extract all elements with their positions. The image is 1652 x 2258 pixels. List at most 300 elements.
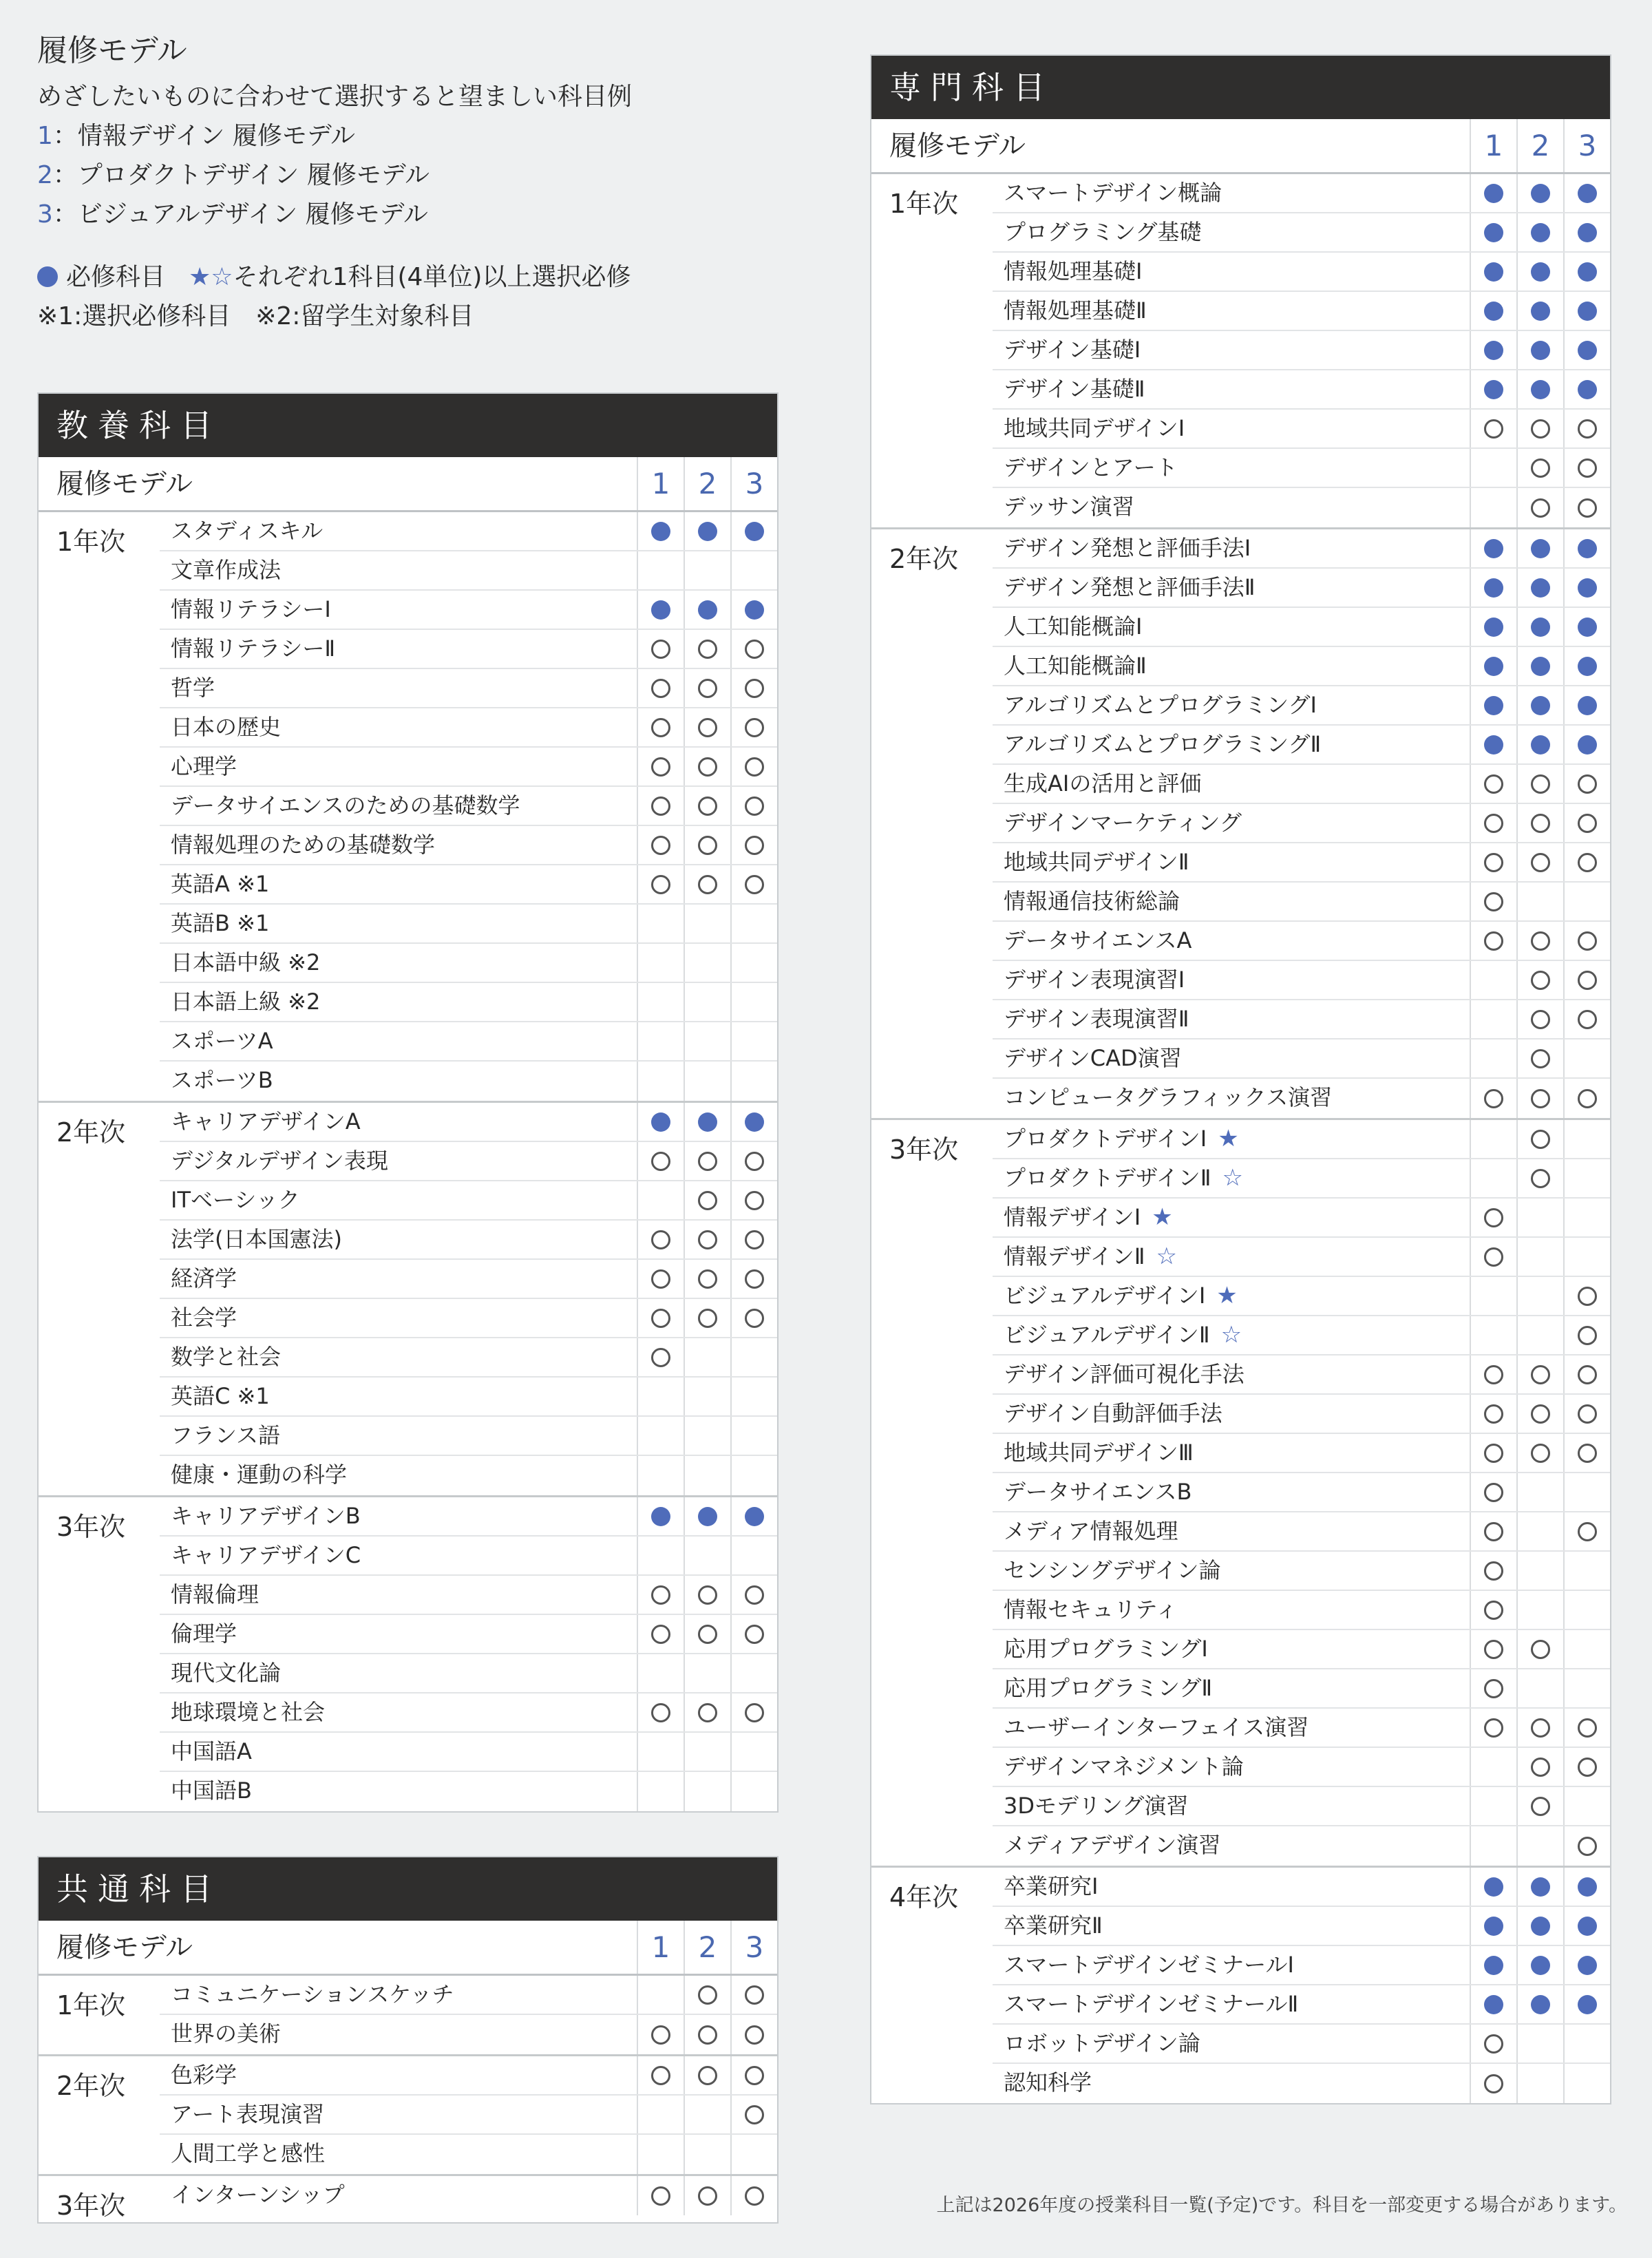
model-1-cell [637, 1142, 684, 1180]
model-2-cell [684, 905, 730, 942]
model-1-cell [1470, 883, 1516, 920]
recommended-circle-icon [698, 1625, 717, 1644]
course-name: キャリアデザインC [171, 1542, 361, 1568]
model-1-cell [1470, 726, 1516, 763]
recommended-circle-icon [1531, 419, 1550, 439]
course-name-cell [993, 1591, 1470, 1629]
course-name-cell [993, 686, 1470, 724]
model-1-cell [637, 630, 684, 668]
recommended-circle-icon [745, 1585, 764, 1605]
recommended-circle-icon [651, 1269, 670, 1289]
model-3-cell [1563, 1630, 1610, 1668]
model-3-cell [730, 669, 777, 707]
course-row [160, 1142, 777, 1181]
year-block [39, 512, 777, 1103]
model-2-cell [1516, 1355, 1563, 1393]
course-name-cell [993, 1238, 1470, 1276]
required-dot-icon [1578, 1995, 1597, 2014]
model-1-cell [1470, 1552, 1516, 1590]
course-name-cell [160, 551, 637, 589]
model-3-cell [730, 1456, 777, 1495]
model-1-cell [1470, 1434, 1516, 1472]
model-1-cell [1470, 488, 1516, 527]
model-3-cell [1563, 1238, 1610, 1276]
model-2-cell [684, 2135, 730, 2174]
model-1-cell [637, 1022, 684, 1060]
course-name-cell [993, 1552, 1470, 1590]
year-block [871, 1868, 1610, 2103]
model-1-cell [1470, 2025, 1516, 2062]
model-2-cell [1516, 1079, 1563, 1118]
course-row [993, 1709, 1610, 1748]
model-2-cell [1516, 410, 1563, 447]
model-3-cell [730, 1976, 777, 2014]
course-name: デザインマネジメント論 [1004, 1753, 1244, 1780]
recommended-circle-icon [745, 1269, 764, 1289]
required-dot-icon [1578, 1877, 1597, 1897]
course-name-cell [993, 1787, 1470, 1825]
course-name-cell [160, 1142, 637, 1180]
course-name: プログラミング基礎 [1004, 219, 1202, 245]
model-3-cell [730, 1497, 777, 1535]
model-1-cell [1470, 1826, 1516, 1866]
recommended-circle-icon [1578, 498, 1597, 518]
model-2-cell [1516, 1748, 1563, 1786]
year-block [871, 1120, 1610, 1868]
course-name: 情報処理基礎Ⅰ [1004, 258, 1143, 284]
recommended-circle-icon [651, 1585, 670, 1605]
model-3-cell [1563, 1159, 1610, 1197]
course-name: デザイン発想と評価手法Ⅱ [1004, 574, 1256, 600]
recommended-circle-icon [1484, 931, 1503, 951]
recommended-circle-icon [1578, 1444, 1597, 1463]
course-row [160, 787, 777, 826]
course-name-cell [993, 1709, 1470, 1747]
model-3-cell [1563, 213, 1610, 251]
model-column-3: 3 [730, 1921, 777, 1974]
model-2-cell [684, 1576, 730, 1614]
course-name: 情報処理のための基礎数学 [171, 832, 436, 858]
required-dot-icon [1484, 223, 1503, 242]
course-row [160, 669, 777, 708]
course-row [160, 2096, 777, 2135]
model-3-cell [730, 983, 777, 1021]
course-row [160, 826, 777, 865]
model-1-cell [1470, 174, 1516, 212]
recommended-circle-icon [745, 1985, 764, 2005]
recommended-circle-icon [651, 2025, 670, 2045]
course-row [993, 804, 1610, 843]
required-dot-icon [1578, 223, 1597, 242]
course-name: 法学(日本国憲法) [171, 1226, 342, 1252]
course-name-cell [993, 410, 1470, 447]
course-name: デザイン自動評価手法 [1004, 1400, 1222, 1426]
recommended-circle-icon [651, 1348, 670, 1367]
course-name-cell [160, 748, 637, 785]
model-1-cell [1470, 1748, 1516, 1786]
course-row [993, 174, 1610, 213]
model-1-cell [1470, 1159, 1516, 1197]
model-3-cell [730, 865, 777, 903]
model-3-cell [1563, 1277, 1610, 1315]
model-3-cell [1563, 883, 1610, 920]
course-row [993, 1355, 1610, 1395]
course-name-cell [160, 2056, 637, 2094]
required-dot-icon [1531, 380, 1550, 399]
model-2-cell [684, 1062, 730, 1101]
course-row [160, 1497, 777, 1537]
course-row [993, 1748, 1610, 1787]
course-row [993, 1434, 1610, 1473]
year-label: 3年次 [56, 2191, 126, 2221]
year-block [39, 1976, 777, 2056]
course-rows [160, 1103, 777, 1495]
recommended-circle-icon [745, 718, 764, 737]
model-2-cell [684, 1615, 730, 1653]
course-row [993, 1826, 1610, 1866]
year-label: 3年次 [56, 1512, 126, 1542]
recommended-circle-icon [1531, 971, 1550, 990]
mark-legend [37, 257, 829, 297]
course-name-cell [160, 1772, 637, 1811]
recommended-circle-icon [1531, 1130, 1550, 1149]
required-dot-icon [1578, 302, 1597, 321]
recommended-circle-icon [1484, 419, 1503, 439]
model-header-row [39, 457, 777, 512]
course-name-cell [160, 708, 637, 746]
model-3-cell [1563, 2025, 1610, 2062]
model-legend-number: 3 [37, 200, 53, 229]
model-2-cell [684, 1976, 730, 2014]
model-column-1: 1 [637, 457, 684, 510]
year-block [39, 1497, 777, 1811]
course-name: キャリアデザインA [171, 1108, 361, 1135]
course-row [160, 1615, 777, 1654]
course-rows [160, 512, 777, 1101]
model-1-cell [1470, 843, 1516, 881]
model-1-cell [1470, 1591, 1516, 1629]
model-3-cell [730, 1576, 777, 1614]
course-name: ビジュアルデザインⅡ [1004, 1322, 1210, 1348]
model-2-cell [684, 1378, 730, 1415]
course-name-cell [160, 2135, 637, 2174]
course-row [160, 1456, 777, 1495]
recommended-circle-icon [1484, 1089, 1503, 1108]
course-name-cell [993, 1120, 1470, 1158]
model-3-cell [1563, 804, 1610, 842]
course-row [993, 765, 1610, 804]
model-3-cell [730, 1733, 777, 1771]
recommended-circle-icon [1578, 971, 1597, 990]
model-3-cell [1563, 1709, 1610, 1747]
course-name: デッサン演習 [1004, 494, 1134, 520]
course-row [993, 883, 1610, 922]
course-name: コミュニケーションスケッチ [171, 1981, 454, 2007]
model-1-cell [1470, 1946, 1516, 1984]
model-1-cell [1470, 1238, 1516, 1276]
model-1-cell [1470, 1985, 1516, 2023]
required-dot-icon [1531, 657, 1550, 676]
model-1-cell [637, 1417, 684, 1455]
model-3-cell [730, 2015, 777, 2054]
model-3-cell [1563, 922, 1610, 960]
recommended-circle-icon [651, 875, 670, 894]
model-2-cell [1516, 765, 1563, 803]
course-name: 英語C ※1 [171, 1383, 270, 1409]
recommended-circle-icon [1578, 1010, 1597, 1029]
model-2-cell [684, 826, 730, 864]
model-1-cell [637, 669, 684, 707]
model-1-cell [1470, 331, 1516, 369]
course-name-cell [993, 647, 1470, 685]
model-3-cell [1563, 1669, 1610, 1707]
model-3-cell [730, 1221, 777, 1258]
model-2-cell [684, 1299, 730, 1337]
course-rows [160, 2176, 777, 2222]
course-name: ユーザーインターフェイス演習 [1004, 1714, 1309, 1740]
recommended-circle-icon [745, 757, 764, 777]
model-2-cell [684, 1022, 730, 1060]
model-1-cell [1470, 1630, 1516, 1668]
header-title: 履修モデル [37, 33, 187, 68]
course-row [993, 608, 1610, 647]
model-2-cell [1516, 529, 1563, 567]
model-1-cell [1470, 1079, 1516, 1118]
course-name: 卒業研究Ⅱ [1004, 1912, 1103, 1939]
recommended-circle-icon [698, 718, 717, 737]
model-2-cell [1516, 1000, 1563, 1038]
course-name: インターンシップ [171, 2182, 345, 2208]
recommended-circle-icon [1578, 1089, 1597, 1108]
year-block [871, 529, 1610, 1120]
course-row [993, 1159, 1610, 1199]
course-row [993, 529, 1610, 569]
required-dot-icon [698, 522, 717, 541]
course-name: 日本語上級 ※2 [171, 989, 321, 1015]
model-1-cell [1470, 804, 1516, 842]
course-name-cell [160, 865, 637, 903]
recommended-circle-icon [1578, 1365, 1597, 1384]
model-1-cell [1470, 1473, 1516, 1511]
course-name: 情報リテラシーⅡ [171, 635, 336, 662]
model-2-cell [684, 1338, 730, 1376]
legend-required-label: 必修科目 [66, 263, 166, 291]
course-name-cell [993, 2025, 1470, 2062]
course-row [993, 922, 1610, 961]
course-name: デザイン評価可視化手法 [1004, 1361, 1245, 1387]
recommended-circle-icon [1484, 1718, 1503, 1738]
model-legend-1 [37, 116, 829, 156]
course-name: 中国語B [171, 1777, 252, 1804]
course-row [160, 1378, 777, 1417]
model-2-cell [684, 1181, 730, 1219]
course-name: 色彩学 [171, 2062, 237, 2088]
model-legend-number: 2 [37, 161, 53, 189]
required-dot-icon [1484, 1877, 1503, 1897]
recommended-circle-icon [1531, 498, 1550, 518]
course-name: 世界の美術 [171, 2020, 282, 2047]
course-name-cell [160, 1693, 637, 1731]
course-name-cell [993, 529, 1470, 567]
recommended-circle-icon [1531, 1049, 1550, 1068]
model-2-cell [684, 787, 730, 825]
required-dot-icon [651, 522, 670, 541]
model-2-cell [684, 1537, 730, 1574]
model-legend-label: ：情報デザイン 履修モデル [52, 122, 356, 150]
model-3-cell [1563, 1079, 1610, 1118]
course-name-cell [160, 669, 637, 707]
model-1-cell [637, 944, 684, 982]
recommended-circle-icon [1531, 931, 1550, 951]
recommended-circle-icon [745, 796, 764, 816]
star-icon: ☆ [1220, 1321, 1242, 1349]
model-1-cell [637, 1299, 684, 1337]
course-name: ビジュアルデザインⅠ [1004, 1283, 1206, 1309]
recommended-circle-icon [1531, 1010, 1550, 1029]
model-3-cell [1563, 1787, 1610, 1825]
model-1-cell [637, 2176, 684, 2215]
model-1-cell [1470, 213, 1516, 251]
star-icon: ☆ [1222, 1164, 1243, 1192]
course-row [993, 1199, 1610, 1238]
star-icon: ☆ [1156, 1243, 1177, 1270]
model-3-cell [1563, 1748, 1610, 1786]
course-name: 3Dモデリング演習 [1004, 1793, 1189, 1819]
model-1-cell [637, 2096, 684, 2133]
model-3-cell [1563, 1552, 1610, 1590]
model-1-cell [637, 1615, 684, 1653]
course-name: デザインマーケティング [1004, 810, 1242, 836]
course-name-cell [160, 1221, 637, 1258]
model-2-cell [684, 1260, 730, 1298]
required-dot-icon [1484, 539, 1503, 558]
model-1-cell [1470, 922, 1516, 960]
course-name-cell [993, 1199, 1470, 1236]
course-row [160, 708, 777, 748]
recommended-circle-icon [745, 2186, 764, 2206]
model-column-2: 2 [684, 1921, 730, 1974]
course-row [160, 1537, 777, 1576]
model-3-cell [1563, 410, 1610, 447]
recommended-circle-icon [745, 2025, 764, 2045]
model-2-cell [1516, 922, 1563, 960]
recommended-circle-icon [1578, 1718, 1597, 1738]
course-row [993, 1512, 1610, 1552]
model-2-cell [1516, 1709, 1563, 1747]
star-icon: ★ [1152, 1203, 1173, 1231]
year-block [39, 1103, 777, 1497]
course-name-cell [160, 1537, 637, 1574]
course-name: 地域共同デザインⅢ [1004, 1439, 1194, 1466]
course-name: メディア情報処理 [1004, 1518, 1178, 1544]
footer-note: 上記は2026年度の授業科目一覧(予定)です。科目を一部変更する場合があります。 [936, 2195, 1627, 2216]
recommended-circle-icon [1484, 1247, 1503, 1267]
model-3-cell [1563, 253, 1610, 291]
course-name: アート表現演習 [171, 2101, 325, 2127]
model-3-cell [1563, 961, 1610, 999]
course-name-cell [160, 1576, 637, 1614]
course-row [160, 1976, 777, 2015]
recommended-circle-icon [1484, 1601, 1503, 1620]
model-1-cell [637, 708, 684, 746]
course-row [993, 2025, 1610, 2064]
model-3-cell [1563, 1868, 1610, 1906]
recommended-circle-icon [698, 2186, 717, 2206]
required-dot-icon [651, 600, 670, 620]
model-header-label: 履修モデル [889, 130, 1026, 162]
model-1-cell [637, 1103, 684, 1141]
model-2-cell [1516, 1120, 1563, 1158]
course-name: 情報倫理 [171, 1581, 260, 1607]
course-name-cell [993, 2064, 1470, 2103]
course-row [993, 1868, 1610, 1907]
model-1-cell [1470, 569, 1516, 606]
model-1-cell [1470, 1120, 1516, 1158]
course-name-cell [993, 1512, 1470, 1550]
course-name-cell [993, 1473, 1470, 1511]
recommended-circle-icon [1484, 1483, 1503, 1502]
course-name: スマートデザインゼミナールⅡ [1004, 1991, 1299, 2017]
model-3-cell [730, 1654, 777, 1692]
course-name: 経済学 [171, 1265, 237, 1291]
model-2-cell [1516, 1159, 1563, 1197]
model-2-cell [1516, 608, 1563, 646]
model-3-cell [1563, 1199, 1610, 1236]
model-1-cell [1470, 1868, 1516, 1906]
model-1-cell [637, 1537, 684, 1574]
model-1-cell [1470, 1040, 1516, 1077]
model-2-cell [1516, 1434, 1563, 1472]
model-2-cell [684, 2176, 730, 2215]
required-dot-icon [1531, 578, 1550, 598]
recommended-circle-icon [651, 2066, 670, 2085]
model-2-cell [684, 1693, 730, 1731]
course-rows [993, 174, 1610, 527]
model-1-cell [637, 2056, 684, 2094]
course-name: 卒業研究Ⅰ [1004, 1873, 1099, 1899]
recommended-circle-icon [698, 757, 717, 777]
model-3-cell [1563, 1120, 1610, 1158]
course-row [993, 726, 1610, 765]
model-3-cell [730, 630, 777, 668]
recommended-circle-icon [698, 796, 717, 816]
required-dot-icon [1578, 184, 1597, 203]
course-row [993, 1473, 1610, 1512]
course-row [993, 1630, 1610, 1669]
required-dot-icon [698, 1507, 717, 1526]
general-subjects-table [37, 392, 779, 1813]
year-block [871, 174, 1610, 529]
course-name-cell [160, 630, 637, 668]
course-row [160, 1062, 777, 1101]
course-row [160, 1299, 777, 1338]
model-2-cell [684, 1654, 730, 1692]
model-1-cell [1470, 1395, 1516, 1433]
recommended-circle-icon [698, 1309, 717, 1328]
model-1-cell [637, 1260, 684, 1298]
course-row [993, 1277, 1610, 1316]
model-1-cell [637, 1338, 684, 1376]
course-name: ITベーシック [171, 1187, 300, 1213]
course-row [993, 1985, 1610, 2025]
model-1-cell [637, 2135, 684, 2174]
required-dot-icon [1531, 302, 1550, 321]
course-row [993, 1238, 1610, 1277]
recommended-circle-icon [698, 640, 717, 659]
model-1-cell [1470, 961, 1516, 999]
recommended-circle-icon [651, 836, 670, 855]
course-name-cell [993, 804, 1470, 842]
